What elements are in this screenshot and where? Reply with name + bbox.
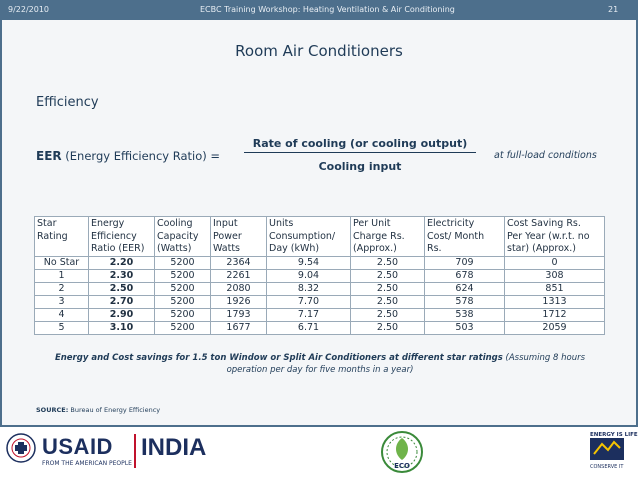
usaid-wordmark: USAID — [42, 434, 113, 459]
usaid-logo — [42, 434, 132, 467]
table-cell: 2 — [35, 282, 89, 295]
column-header-line: Star — [37, 218, 57, 229]
column-header-line: Consumption/ — [269, 230, 336, 242]
table-cell: 5200 — [155, 256, 211, 269]
table-cell: 1677 — [211, 321, 267, 334]
caption-assumption: (Assuming 8 hours operation per day for five months in a year) — [226, 353, 586, 375]
column-header-line: Per Unit — [353, 218, 391, 229]
table-cell: 2.30 — [89, 269, 155, 282]
condition-note: at full-load conditions — [494, 150, 597, 161]
table-cell: 538 — [425, 308, 505, 321]
column-header-line: Electricity — [427, 218, 475, 229]
table-cell: 3 — [35, 295, 89, 308]
table-cell: 2.50 — [351, 269, 425, 282]
table-cell: 2059 — [505, 321, 605, 334]
table-row — [35, 308, 605, 321]
eer-description: (Energy Efficiency Ratio) = — [65, 149, 221, 163]
table-header-row — [35, 217, 605, 257]
table-cell: 851 — [505, 282, 605, 295]
column-header-line: Cost/ Month — [427, 230, 485, 242]
header-date: 9/22/2010 — [8, 5, 50, 14]
column-header — [351, 217, 425, 257]
table-cell: 3.10 — [89, 321, 155, 334]
table-cell: 4 — [35, 308, 89, 321]
column-header-line: Charge Rs. — [353, 230, 405, 242]
table-cell: 2.50 — [351, 321, 425, 334]
table-cell: 578 — [425, 295, 505, 308]
column-header-line: Input — [213, 218, 238, 229]
table-cell: 2364 — [211, 256, 267, 269]
page-number: 21 — [608, 5, 619, 14]
table-row — [35, 256, 605, 269]
column-header — [211, 217, 267, 257]
table-cell: 5200 — [155, 269, 211, 282]
column-header-line: Efficiency — [91, 230, 137, 242]
table-cell: 6.71 — [267, 321, 351, 334]
column-header-line: Units — [269, 218, 294, 229]
column-header-line: Watts — [213, 243, 241, 254]
star-rating-table — [34, 216, 605, 335]
table-cell: 1793 — [211, 308, 267, 321]
section-heading: Efficiency — [36, 95, 99, 110]
table-cell: 2.70 — [89, 295, 155, 308]
table-cell: 7.17 — [267, 308, 351, 321]
source-note — [36, 406, 160, 414]
table-cell: 1 — [35, 269, 89, 282]
table-cell: 2.50 — [89, 282, 155, 295]
table-cell: No Star — [35, 256, 89, 269]
energy-flag-icon — [590, 438, 624, 460]
column-header — [267, 217, 351, 257]
eco-label: ECO — [394, 462, 410, 470]
table-cell: 624 — [425, 282, 505, 295]
table-cell: 1712 — [505, 308, 605, 321]
table-cell: 5200 — [155, 295, 211, 308]
column-header-line: star) (Approx.) — [507, 243, 576, 254]
formula-denominator: Cooling input — [318, 160, 402, 173]
table-row — [35, 295, 605, 308]
column-header-line: Power — [213, 230, 242, 242]
table-row — [35, 282, 605, 295]
usaid-seal-icon — [6, 432, 36, 464]
table-cell: 7.70 — [267, 295, 351, 308]
table-cell: 2.90 — [89, 308, 155, 321]
table-cell: 2080 — [211, 282, 267, 295]
column-header-line: Per Year (w.r.t. no — [507, 230, 590, 242]
logo-divider — [134, 434, 136, 468]
fraction-line — [244, 152, 476, 153]
table-cell: 1926 — [211, 295, 267, 308]
table-cell: 1313 — [505, 295, 605, 308]
table-cell: 5200 — [155, 308, 211, 321]
eco-logo — [380, 430, 424, 474]
eer-formula-label — [36, 149, 220, 163]
page-title: Room Air Conditioners — [235, 42, 403, 60]
column-header-line: Energy — [91, 218, 125, 229]
header-bar — [0, 0, 638, 20]
table-cell: 5 — [35, 321, 89, 334]
column-header-line: (Approx.) — [353, 243, 397, 254]
column-header-line: Cost Saving Rs. — [507, 218, 581, 229]
india-wordmark: INDIA — [141, 434, 207, 461]
table-cell: 8.32 — [267, 282, 351, 295]
table-cell: 2.20 — [89, 256, 155, 269]
table-cell: 0 — [505, 256, 605, 269]
table-cell: 678 — [425, 269, 505, 282]
table-cell: 503 — [425, 321, 505, 334]
column-header — [35, 217, 89, 257]
table-cell: 2261 — [211, 269, 267, 282]
column-header — [425, 217, 505, 257]
table-cell: 308 — [505, 269, 605, 282]
table-cell: 2.50 — [351, 295, 425, 308]
ei-line2: CONSERVE IT — [590, 464, 624, 470]
column-header-line: (Watts) — [157, 243, 192, 254]
column-header-line: Cooling — [157, 218, 193, 229]
column-header-line: Capacity — [157, 230, 199, 242]
eer-abbrev: EER — [36, 149, 62, 163]
source-label: SOURCE: — [36, 406, 69, 414]
usaid-tagline: FROM THE AMERICAN PEOPLE — [42, 460, 132, 467]
column-header-line: Rs. — [427, 243, 442, 254]
column-header-line: Day (kWh) — [269, 243, 320, 254]
table-cell: 709 — [425, 256, 505, 269]
source-text: Bureau of Energy Efficiency — [70, 406, 161, 414]
caption-bold: Energy and Cost savings for 1.5 ton Window or Split Air Conditioners at different star ratings — [54, 353, 503, 363]
energy-is-life-logo — [590, 432, 638, 470]
table-cell: 2.50 — [351, 256, 425, 269]
table-row — [35, 321, 605, 334]
ei-line1: ENERGY IS LIFE — [590, 432, 638, 438]
table-cell: 9.54 — [267, 256, 351, 269]
formula-numerator: Rate of cooling (or cooling output) — [252, 137, 468, 150]
table-body — [35, 256, 605, 334]
column-header — [155, 217, 211, 257]
table-cell: 5200 — [155, 282, 211, 295]
column-header-line: Ratio (EER) — [91, 243, 145, 254]
table-cell: 5200 — [155, 321, 211, 334]
table-cell: 9.04 — [267, 269, 351, 282]
column-header-line: Rating — [37, 230, 68, 242]
table-cell: 2.50 — [351, 282, 425, 295]
column-header — [505, 217, 605, 257]
table-caption — [34, 352, 606, 376]
table-row — [35, 269, 605, 282]
header-workshop-title: ECBC Training Workshop: Heating Ventilation & Air Conditioning — [200, 5, 455, 14]
column-header — [89, 217, 155, 257]
table-cell: 2.50 — [351, 308, 425, 321]
